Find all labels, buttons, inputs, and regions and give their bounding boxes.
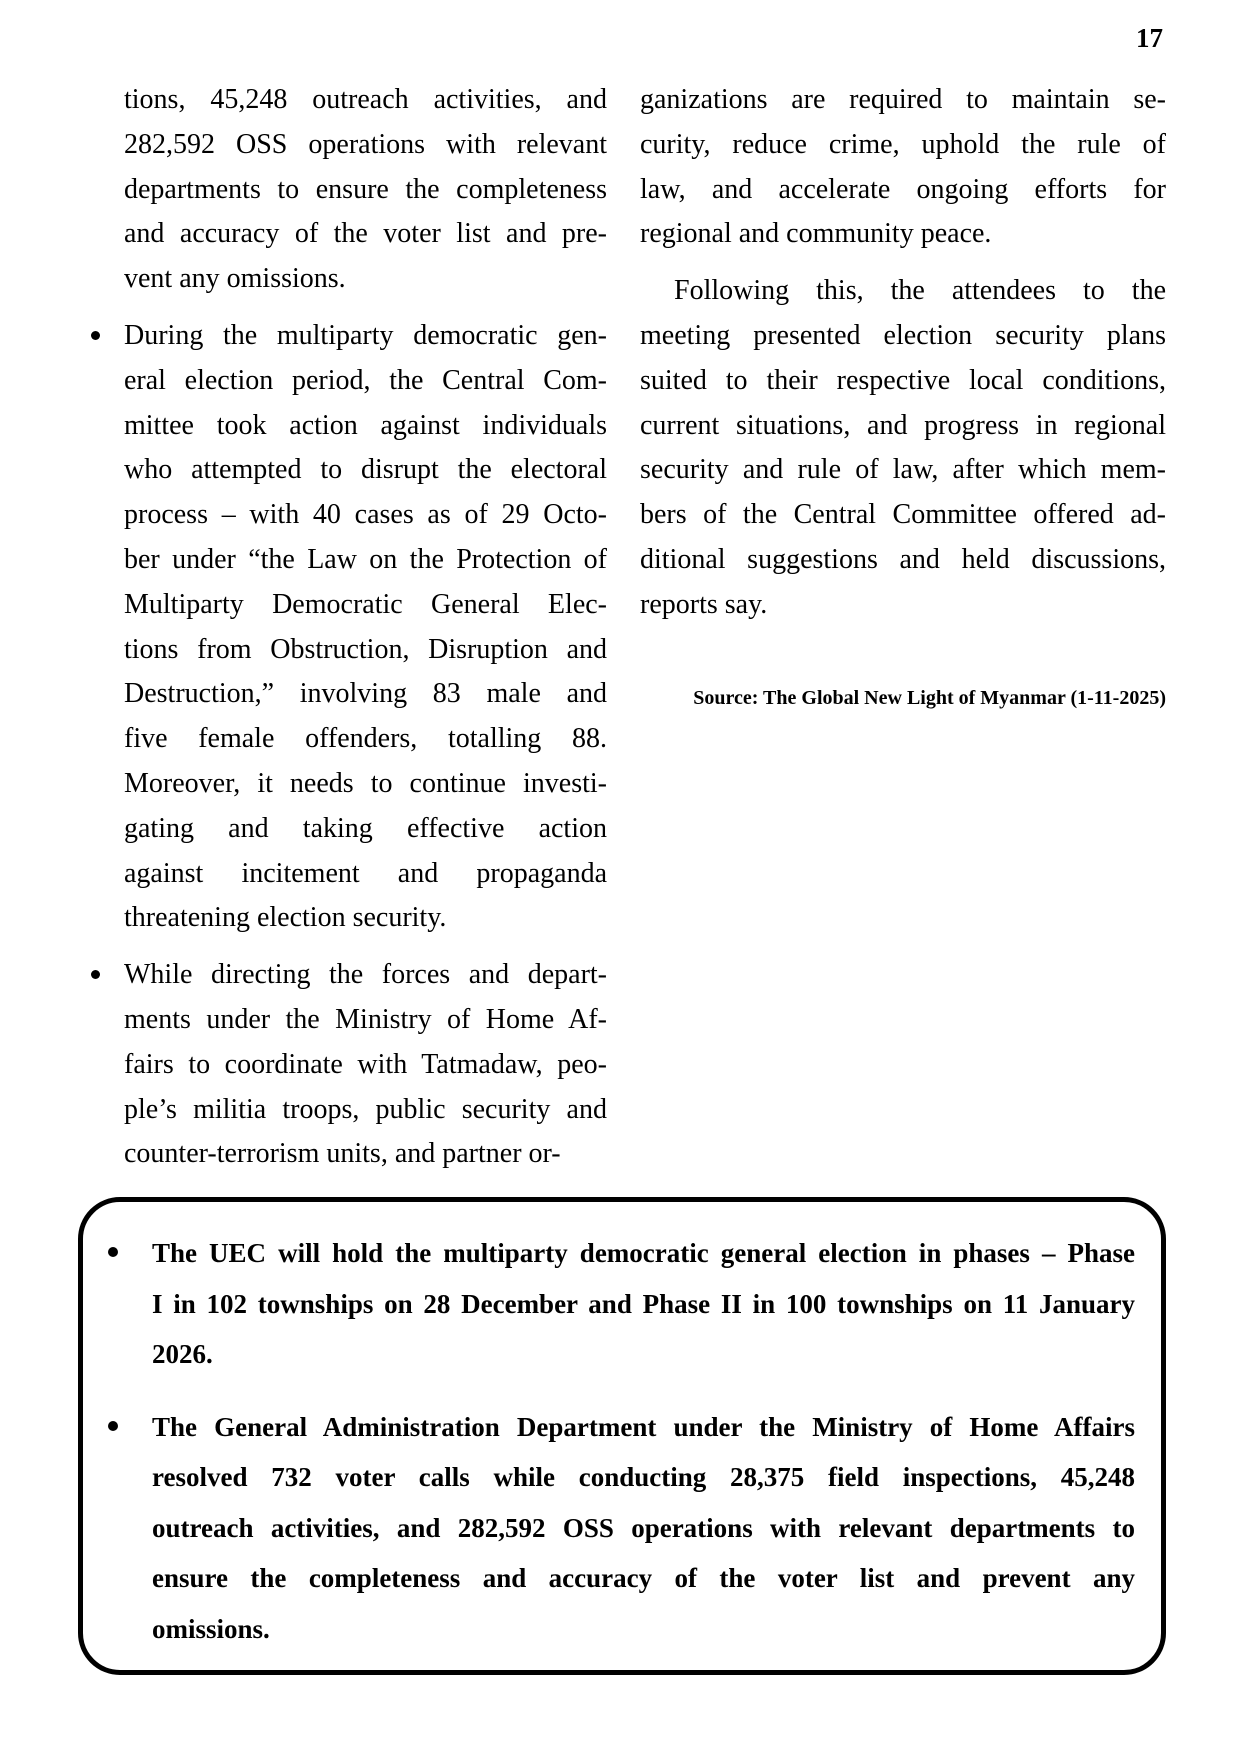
text-line: ensure the completeness and accuracy of the voter list and prevent any: [152, 1563, 1135, 1593]
text-line: I in 102 townships on 28 December and Phase II in 100 townships on 11 January: [152, 1288, 1135, 1319]
bullet-paragraph: [152, 1402, 1135, 1655]
right-column: [640, 78, 1166, 1177]
text-line: ganizations are required to maintain se-: [640, 84, 1166, 115]
summary-box: [78, 1197, 1166, 1675]
right-column-text: [640, 78, 1166, 628]
text-line: suited to their respective local conditions,: [640, 364, 1166, 396]
text-line: Multiparty Democratic General Elec-: [124, 588, 607, 620]
paragraph: [640, 269, 1166, 627]
text-line: Moreover, it needs to continue investi-: [124, 767, 607, 799]
page-number: 17: [1136, 23, 1163, 53]
text-line: eral election period, the Central Com-: [124, 364, 607, 396]
text-line: curity, reduce crime, uphold the rule of: [640, 128, 1166, 160]
text-line: omissions.: [152, 1613, 270, 1644]
text-line: regional and community peace.: [640, 218, 992, 250]
text-line: counter-terrorism units, and partner or-: [124, 1138, 561, 1170]
text-line: departments to ensure the completeness: [124, 173, 607, 205]
text-line: who attempted to disrupt the electoral: [124, 454, 607, 486]
summary-box-content: [152, 1228, 1135, 1654]
text-line: five female offenders, totalling 88.: [124, 723, 607, 755]
text-line: tions, 45,248 outreach activities, and: [124, 84, 607, 115]
text-line: bers of the Central Committee offered ad-: [640, 499, 1166, 531]
text-line: current situations, and progress in regional: [640, 409, 1166, 441]
text-line: The UEC will hold the multiparty democratic general election in phases – Phase: [152, 1238, 1135, 1268]
text-line: law, and accelerate ongoing efforts for: [640, 173, 1166, 205]
text-line: vent any omissions.: [124, 263, 346, 295]
text-line: ple’s militia troops, public security and: [124, 1093, 607, 1125]
left-column: [124, 78, 607, 1177]
paragraph: [640, 78, 1166, 257]
text-line: process – with 40 cases as of 29 Octo-: [124, 499, 607, 531]
text-line: outreach activities, and 282,592 OSS operations with relevant departments to: [152, 1512, 1135, 1543]
text-line: against incitement and propaganda: [124, 857, 607, 889]
text-line: mittee took action against individuals: [124, 409, 607, 441]
bullet-icon: [91, 331, 100, 340]
source-line: Source: The Global New Light of Myanmar (1-11-2025): [693, 686, 1166, 709]
bullet-icon: [108, 1247, 118, 1257]
bullet-paragraph: [124, 314, 607, 941]
text-line: gating and taking effective action: [124, 812, 607, 844]
text-line: reports say.: [640, 588, 768, 620]
text-line: security and rule of law, after which mem-: [640, 454, 1166, 486]
text-line: ber under “the Law on the Protection of: [124, 543, 607, 575]
text-line: During the multiparty democratic gen-: [124, 319, 607, 351]
text-line: 282,592 OSS operations with relevant: [124, 128, 607, 160]
text-line: meeting presented election security plans: [640, 319, 1166, 351]
text-line: 2026.: [152, 1339, 213, 1369]
text-line: resolved 732 voter calls while conducting 28,375 field inspections, 45,248: [152, 1462, 1135, 1492]
bullet-paragraph: [124, 953, 607, 1177]
text-line: Following this, the attendees to the: [674, 275, 1166, 307]
text-line: and accuracy of the voter list and pre-: [124, 218, 607, 250]
text-line: ments under the Ministry of Home Af-: [124, 1003, 607, 1035]
text-line: While directing the forces and depart-: [124, 959, 607, 991]
bullet-icon: [108, 1421, 118, 1431]
text-line: threatening election security.: [124, 902, 447, 934]
text-line: Destruction,” involving 83 male and: [124, 678, 607, 710]
text-line: The General Administration Department under the Ministry of Home Affairs: [152, 1411, 1135, 1442]
body-columns: [124, 78, 1166, 1177]
text-line: tions from Obstruction, Disruption and: [124, 633, 607, 665]
bullet-icon: [91, 970, 100, 979]
bullet-paragraph: [152, 1228, 1135, 1380]
text-line: ditional suggestions and held discussions,: [640, 543, 1166, 575]
paragraph: [124, 78, 607, 302]
text-line: fairs to coordinate with Tatmadaw, peo-: [124, 1048, 607, 1080]
